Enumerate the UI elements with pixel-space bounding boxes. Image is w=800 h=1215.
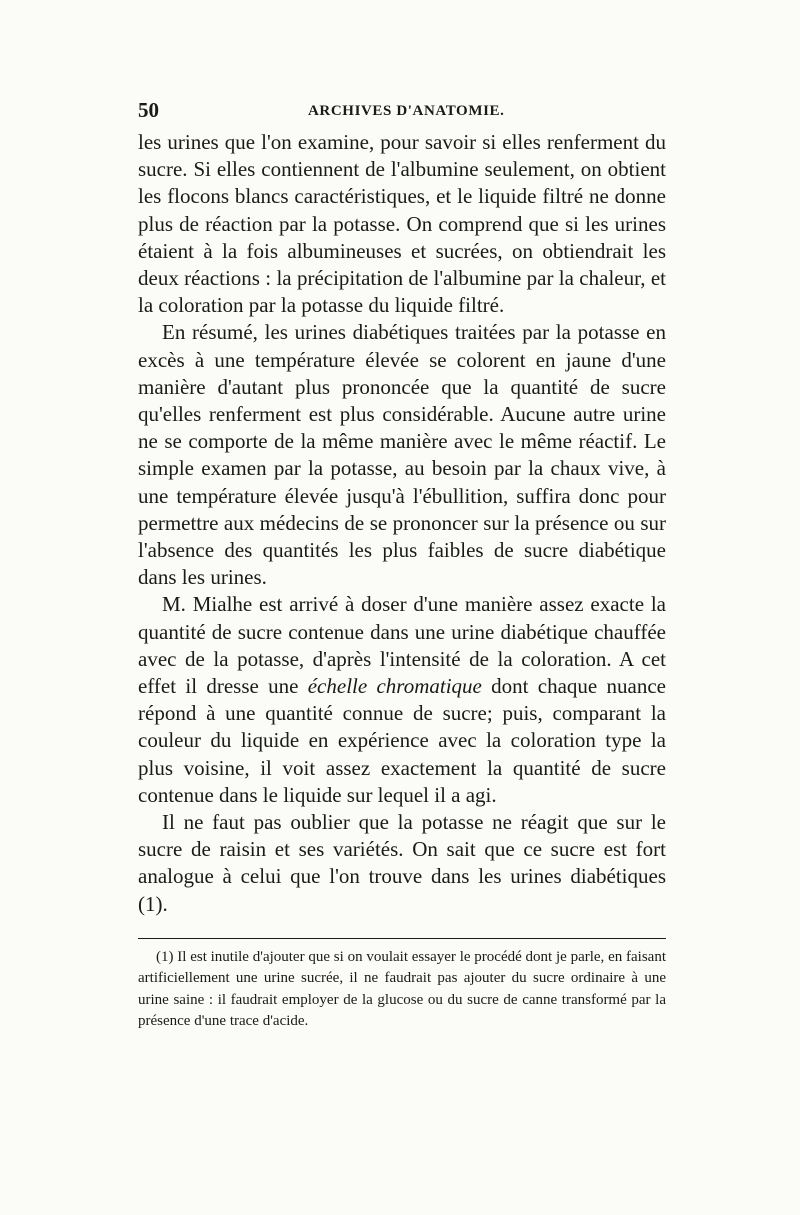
paragraph-1: les urines que l'on examine, pour savoir si elles renferment du sucre. Si elles contiennent de l'albumine seulement, on obtient les flocons blancs caractéristiques, et le liquide filtré ne donne plus de réaction par la potasse. On comprend que si les urines étaient à la fois albumineuses et sucrées, on obtiendrait les deux réactions : la précipitation de l'albumine par la chaleur, et la coloration par la potasse du liquide filtré.: [138, 130, 666, 318]
footnote-divider: [138, 938, 666, 939]
paragraph-2: En résumé, les urines diabétiques traitées par la potasse en excès à une température élevée se colorent en jaune d'une manière d'autant plus prononcée que la quantité de sucre qu'elles renferment est plus considérable. Aucune autre urine ne se comporte de la même manière avec le même réactif. Le simple examen par la potasse, au besoin par la chaux vive, à une température élevée jusqu'à l'ébullition, suffira donc pour permettre aux médecins de se prononcer sur la présence ou sur l'absence des quantités les plus faibles de sucre diabétique dans les urines.: [138, 320, 666, 590]
document-page: [138, 95, 666, 1033]
italic-term-chromatic-scale: échelle chromatique: [307, 674, 482, 699]
footnote: (1) Il est inutile d'ajouter que si on voulait essayer le procédé dont je parle, en faisant artificiellement une urine sucrée, il ne faudrait pas ajouter du sucre ordinaire à une urine saine : il faudrait employer de la glucose ou du sucre de canne transformé par la présence d'une trace d'acide.: [138, 948, 666, 1030]
page-header: [138, 95, 666, 129]
page-number: 50: [138, 98, 159, 122]
body-text: [138, 129, 666, 918]
paragraph-4: Il ne faut pas oublier que la potasse ne réagit que sur le sucre de raisin et ses variétés. On sait que ce sucre est fort analogue à celui que l'on trouve dans les urines diabétiques (1).: [138, 810, 666, 916]
paragraph-3: [138, 591, 666, 809]
running-title: ARCHIVES D'ANATOMIE.: [308, 103, 505, 119]
paragraph-3-text-after: dont chaque nuance répond à une quantité connue de sucre; puis, comparant la couleur du liquide en expérience avec la coloration type la plus voisine, il voit assez exactement la quantité de sucre contenue dans le liquide sur lequel il a agi.: [138, 674, 666, 807]
paragraph-3-text-before: M. Mialhe est arrivé à doser d'une manière assez exacte la quantité de sucre contenue dans une urine diabétique chauffée avec de la potasse, d'après l'intensité de la coloration. A cet effet il dresse une: [138, 592, 666, 699]
